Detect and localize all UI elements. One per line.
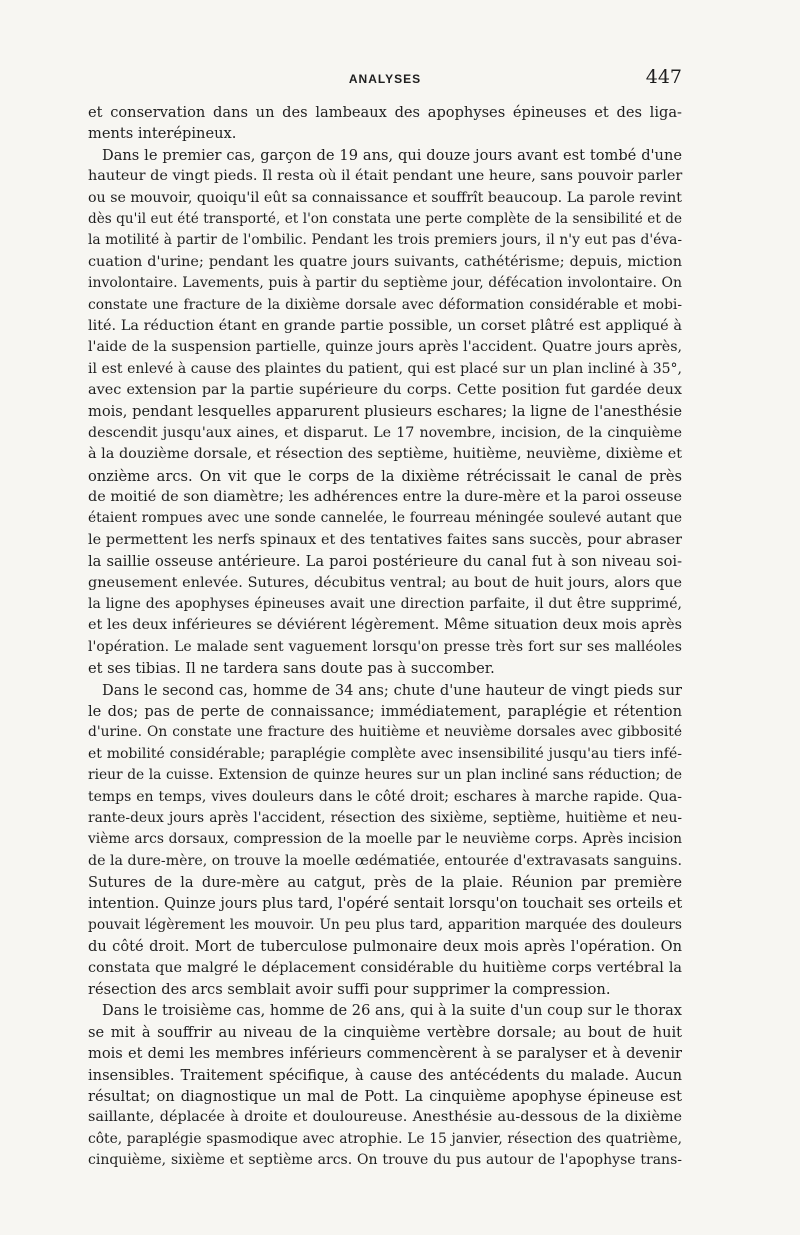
text-line: Dans le premier cas, garçon de 19 ans, qui douze jours avant est tombé d'une xyxy=(102,146,682,164)
text-line: l'aide de la suspension partielle, quinze jours après l'accident. Quatre jours après, xyxy=(88,339,682,356)
text-line: Sutures de la dure-mère au catgut, près de la plaie. Réunion par première xyxy=(88,874,682,892)
text-line: dès qu'il eut été transporté, et l'on constata une perte complète de la sensibilité et de xyxy=(88,210,682,227)
text-line: hauteur de vingt pieds. Il resta où il était pendant une heure, sans pouvoir parler xyxy=(88,168,683,185)
text-line: côte, paraplégie spasmodique avec atrophie. Le 15 janvier, résection des quatrième, xyxy=(88,1130,682,1147)
text-line: insensibles. Traitement spécifique, à cause des antécédents du malade. Aucun xyxy=(88,1066,682,1084)
text-line: résection des arcs semblait avoir suffi pour supprimer la compression. xyxy=(88,981,611,999)
text-line: rieur de la cuisse. Extension de quinze heures sur un plan incliné sans réduction; de xyxy=(88,767,682,784)
text-line: et ses tibias. Il ne tardera sans doute pas à succomber. xyxy=(88,660,495,678)
text-line: intention. Quinze jours plus tard, l'opéré sentait lorsqu'on touchait ses orteils et xyxy=(88,895,683,913)
text-line: ments interépineux. xyxy=(88,125,237,143)
text-line: Dans le troisième cas, homme de 26 ans, qui à la suite d'un coup sur le thorax xyxy=(102,1002,682,1020)
text-line: vième arcs dorsaux, compression de la moelle par le neuvième corps. Après incision xyxy=(88,831,682,848)
text-line: le dos; pas de perte de connaissance; immédiatement, paraplégie et rétention xyxy=(88,702,682,720)
text-line: résultat; on diagnostique un mal de Pott. La cinquième apophyse épineuse est xyxy=(88,1087,682,1105)
page-number: 447 xyxy=(645,66,682,88)
text-line: du côté droit. Mort de tuberculose pulmonaire deux mois après l'opération. On xyxy=(88,938,682,956)
text-line: saillante, déplacée à droite et douloureuse. Anesthésie au-dessous de la dixième xyxy=(88,1109,682,1126)
text-line: ou se mouvoir, quoiqu'il eût sa connaissance et souffrît beaucoup. La parole revint xyxy=(88,189,682,206)
running-title: ANALYSES xyxy=(348,72,422,86)
text-line: avec extension par la partie supérieure du corps. Cette position fut gardée deux xyxy=(88,382,682,399)
text-line: de moitié de son diamètre; les adhérences entre la dure-mère et la paroi osseuse xyxy=(88,489,682,506)
text-line: constata que malgré le déplacement considérable du huitième corps vertébral la xyxy=(88,959,682,976)
text-line: cuation d'urine; pendant les quatre jours suivants, cathétérisme; depuis, miction xyxy=(88,253,682,270)
text-line: et mobilité considérable; paraplégie complète avec insensibilité jusqu'au tiers infé- xyxy=(88,745,682,762)
text-line: la motilité à partir de l'ombilic. Pendant les trois premiers jours, il n'y eut pas d'éva- xyxy=(88,232,682,249)
text-line: la saillie osseuse antérieure. La paroi postérieure du canal fut à son niveau soi- xyxy=(88,553,682,571)
text-line: se mit à souffrir au niveau de la cinquième vertèbre dorsale; au bout de huit xyxy=(88,1023,682,1041)
text-line: étaient rompues avec une sonde cannelée, le fourreau méningée soulevé autant que xyxy=(88,510,682,527)
text-line: l'opération. Le malade sent vaguement lorsqu'on presse très fort sur ses malléoles xyxy=(88,638,682,655)
text-line: rante-deux jours après l'accident, résection des sixième, septième, huitième et neu- xyxy=(88,809,682,826)
text-line: à la douzième dorsale, et résection des septième, huitième, neuvième, dixième et xyxy=(88,446,682,463)
body-text xyxy=(88,102,682,1172)
text-line: gneusement enlevée. Sutures, décubitus ventral; au bout de huit jours, alors que xyxy=(88,574,682,591)
text-line: de la dure-mère, on trouve la moelle œdématiée, entourée d'extravasats sanguins. xyxy=(88,852,682,869)
page-header xyxy=(88,64,682,92)
text-line: le permettent les nerfs spinaux et des tentatives faites sans succès, pour abraser xyxy=(88,531,682,548)
text-line: lité. La réduction étant en grande partie possible, un corset plâtré est appliqué à xyxy=(88,317,682,334)
text-line: mois, pendant lesquelles apparurent plusieurs eschares; la ligne de l'anesthésie xyxy=(88,403,682,421)
text-line: et conservation dans un des lambeaux des apophyses épineuses et des liga- xyxy=(88,104,682,121)
text-line: descendit jusqu'aux aines, et disparut. Le 17 novembre, incision, de la cinquième xyxy=(88,424,682,441)
text-line: onzième arcs. On vit que le corps de la dixième rétrécissait le canal de près xyxy=(88,467,682,485)
text-line: Dans le second cas, homme de 34 ans; chute d'une hauteur de vingt pieds sur xyxy=(102,681,682,699)
text-line: pouvait légèrement les mouvoir. Un peu plus tard, apparition marquée des douleurs xyxy=(88,916,682,933)
text-line: d'urine. On constate une fracture des huitième et neuvième dorsales avec gibbosité xyxy=(88,724,682,741)
text-line: involontaire. Lavements, puis à partir du septième jour, défécation involontaire. On xyxy=(88,275,682,292)
text-line: et les deux inférieures se déviérent légèrement. Même situation deux mois après xyxy=(88,617,682,634)
text-line: mois et demi les membres inférieurs commencèrent à se paralyser et à devenir xyxy=(88,1045,682,1063)
text-line: constate une fracture de la dixième dorsale avec déformation considérable et mobi- xyxy=(88,296,682,313)
text-line: la ligne des apophyses épineuses avait une direction parfaite, il dut être supprimé, xyxy=(88,595,682,612)
text-line: temps en temps, vives douleurs dans le côté droit; eschares à marche rapide. Qua- xyxy=(88,788,682,805)
text-line: il est enlevé à cause des plaintes du patient, qui est placé sur un plan incliné à 35°, xyxy=(88,360,682,377)
text-line: cinquième, sixième et septième arcs. On trouve du pus autour de l'apophyse trans- xyxy=(88,1152,682,1169)
